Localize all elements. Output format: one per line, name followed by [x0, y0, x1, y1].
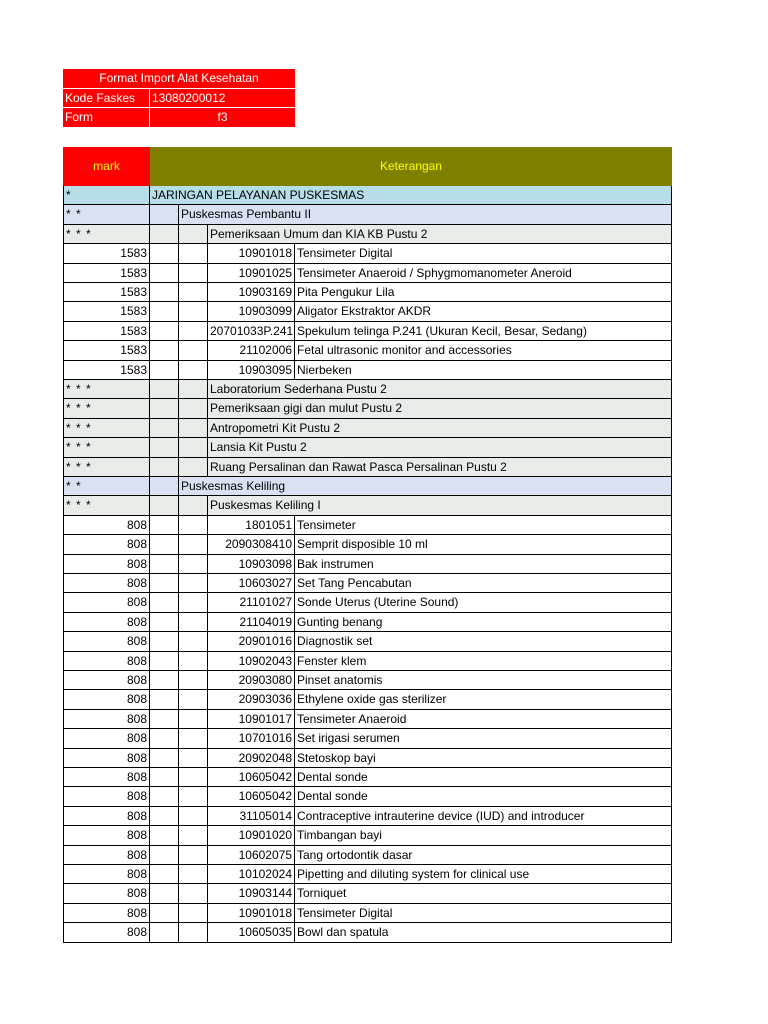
table-row — [63, 593, 672, 612]
table-row — [63, 768, 672, 787]
table-row — [63, 264, 672, 283]
indent-cell — [179, 264, 208, 283]
table-row — [63, 846, 672, 865]
item-code: 1801051 — [208, 516, 295, 535]
indent-cell — [150, 632, 179, 651]
item-code: 10901018 — [208, 244, 295, 263]
table-row — [63, 865, 672, 884]
item-code: 20901016 — [208, 632, 295, 651]
table-row — [63, 749, 672, 768]
table-row — [63, 244, 672, 263]
kode-faskes-label: Kode Faskes — [63, 89, 150, 108]
indent-cell — [150, 865, 179, 884]
item-name: Dental sonde — [295, 768, 672, 787]
item-text: Ruang Persalinan dan Rawat Pasca Persalinan Pustu 2 — [208, 458, 672, 477]
mark-cell: 808 — [63, 768, 150, 787]
indent-cell — [150, 846, 179, 865]
mark-cell: 808 — [63, 865, 150, 884]
table-row — [63, 283, 672, 302]
table-row — [63, 826, 672, 845]
item-code: 31105014 — [208, 807, 295, 826]
indent-cell — [179, 749, 208, 768]
section-row — [63, 399, 672, 418]
indent-cell — [150, 884, 179, 903]
item-code: 10903098 — [208, 555, 295, 574]
mark-cell: * — [63, 186, 150, 205]
indent-cell — [179, 652, 208, 671]
indent-cell — [150, 516, 179, 535]
indent-cell — [179, 516, 208, 535]
indent-cell — [179, 807, 208, 826]
item-code: 10605035 — [208, 923, 295, 942]
item-name: Tensimeter Digital — [295, 244, 672, 263]
indent-cell — [150, 477, 179, 496]
section-row — [63, 438, 672, 457]
table-row — [63, 632, 672, 651]
item-code: 21101027 — [208, 593, 295, 612]
item-name: Pita Pengukur Lila — [295, 283, 672, 302]
section-row — [63, 205, 672, 224]
item-text: Antropometri Kit Pustu 2 — [208, 419, 672, 438]
indent-cell — [150, 690, 179, 709]
item-name: Pipetting and diluting system for clinical use — [295, 865, 672, 884]
item-text: Puskesmas Keliling — [179, 477, 672, 496]
indent-cell — [179, 768, 208, 787]
item-code: 10605042 — [208, 768, 295, 787]
section-row — [63, 186, 672, 205]
mark-cell: 808 — [63, 904, 150, 923]
table-row — [63, 516, 672, 535]
mark-cell: 1583 — [63, 361, 150, 380]
mark-cell: 808 — [63, 807, 150, 826]
table-row — [63, 671, 672, 690]
item-text: Laboratorium Sederhana Pustu 2 — [208, 380, 672, 399]
indent-cell — [150, 438, 179, 457]
section-row — [63, 225, 672, 244]
mark-cell: * * * — [63, 458, 150, 477]
item-code: 21104019 — [208, 613, 295, 632]
indent-cell — [150, 671, 179, 690]
item-text: Puskesmas Keliling I — [208, 496, 672, 515]
indent-cell — [150, 555, 179, 574]
section-row — [63, 380, 672, 399]
indent-cell — [179, 438, 208, 457]
indent-cell — [150, 710, 179, 729]
item-code: 10902043 — [208, 652, 295, 671]
indent-cell — [179, 341, 208, 360]
mark-cell: * * — [63, 477, 150, 496]
item-name: Tensimeter Digital — [295, 904, 672, 923]
item-code: 10602075 — [208, 846, 295, 865]
format-title: Format Import Alat Kesehatan — [63, 69, 295, 89]
indent-cell — [179, 496, 208, 515]
section-row — [63, 477, 672, 496]
item-name: Set Tang Pencabutan — [295, 574, 672, 593]
mark-cell: * * — [63, 205, 150, 224]
mark-cell: * * * — [63, 380, 150, 399]
indent-cell — [179, 399, 208, 418]
item-code: 20701033P.241 — [208, 322, 295, 341]
mark-cell: 808 — [63, 846, 150, 865]
indent-cell — [179, 632, 208, 651]
indent-cell — [150, 807, 179, 826]
indent-cell — [150, 749, 179, 768]
indent-cell — [150, 380, 179, 399]
indent-cell — [179, 710, 208, 729]
mark-cell: 1583 — [63, 341, 150, 360]
item-code: 10901025 — [208, 264, 295, 283]
mark-cell: 808 — [63, 516, 150, 535]
item-code: 21102006 — [208, 341, 295, 360]
indent-cell — [179, 865, 208, 884]
item-code: 10701016 — [208, 729, 295, 748]
item-name: Bak instrumen — [295, 555, 672, 574]
item-name: Ethylene oxide gas sterilizer — [295, 690, 672, 709]
mark-cell: 808 — [63, 826, 150, 845]
indent-cell — [150, 264, 179, 283]
indent-cell — [150, 652, 179, 671]
mark-column-header: mark — [63, 147, 150, 186]
mark-cell: 808 — [63, 555, 150, 574]
form-value: f3 — [150, 108, 295, 127]
item-name: Fenster klem — [295, 652, 672, 671]
section-row — [63, 419, 672, 438]
indent-cell — [150, 419, 179, 438]
item-code: 20903080 — [208, 671, 295, 690]
item-code: 10903144 — [208, 884, 295, 903]
indent-cell — [179, 574, 208, 593]
mark-cell: 808 — [63, 710, 150, 729]
item-name: Dental sonde — [295, 787, 672, 806]
table-row — [63, 535, 672, 554]
mark-cell: 1583 — [63, 322, 150, 341]
indent-cell — [179, 458, 208, 477]
indent-cell — [150, 574, 179, 593]
item-name: Gunting benang — [295, 613, 672, 632]
mark-cell: * * * — [63, 399, 150, 418]
mark-cell: 808 — [63, 729, 150, 748]
indent-cell — [150, 826, 179, 845]
mark-cell: 808 — [63, 923, 150, 942]
item-code: 10903169 — [208, 283, 295, 302]
table-row — [63, 652, 672, 671]
indent-cell — [179, 322, 208, 341]
indent-cell — [179, 613, 208, 632]
table-row — [63, 710, 672, 729]
item-code: 10901017 — [208, 710, 295, 729]
item-name: Aligator Ekstraktor AKDR — [295, 302, 672, 321]
indent-cell — [150, 283, 179, 302]
item-name: Tang ortodontik dasar — [295, 846, 672, 865]
indent-cell — [150, 244, 179, 263]
table-row — [63, 302, 672, 321]
mark-cell: 808 — [63, 593, 150, 612]
mark-cell: 808 — [63, 613, 150, 632]
mark-cell: 808 — [63, 884, 150, 903]
item-text: Puskesmas Pembantu II — [179, 205, 672, 224]
table-row — [63, 923, 672, 942]
mark-cell: 808 — [63, 535, 150, 554]
item-text: Pemeriksaan gigi dan mulut Pustu 2 — [208, 399, 672, 418]
indent-cell — [179, 302, 208, 321]
mark-cell: * * * — [63, 419, 150, 438]
table-row — [63, 574, 672, 593]
form-label: Form — [63, 108, 150, 127]
mark-cell: 808 — [63, 652, 150, 671]
mark-cell: 808 — [63, 574, 150, 593]
indent-cell — [150, 205, 179, 224]
indent-cell — [150, 496, 179, 515]
section-row — [63, 458, 672, 477]
table-row — [63, 729, 672, 748]
item-name: Tensimeter Anaeroid — [295, 710, 672, 729]
mark-cell: 1583 — [63, 302, 150, 321]
indent-cell — [150, 593, 179, 612]
table-row — [63, 787, 672, 806]
table-row — [63, 884, 672, 903]
item-code: 10903099 — [208, 302, 295, 321]
item-name: Torniquet — [295, 884, 672, 903]
item-code: 10903095 — [208, 361, 295, 380]
indent-cell — [150, 729, 179, 748]
item-name: Bowl dan spatula — [295, 923, 672, 942]
mark-cell: 808 — [63, 671, 150, 690]
item-name: Tensimeter — [295, 516, 672, 535]
indent-cell — [179, 419, 208, 438]
mark-cell: 808 — [63, 690, 150, 709]
indent-cell — [150, 535, 179, 554]
indent-cell — [179, 904, 208, 923]
item-code: 10102024 — [208, 865, 295, 884]
item-name: Timbangan bayi — [295, 826, 672, 845]
item-name: Nierbeken — [295, 361, 672, 380]
mark-cell: * * * — [63, 496, 150, 515]
indent-cell — [179, 244, 208, 263]
indent-cell — [150, 923, 179, 942]
item-text: Pemeriksaan Umum dan KIA KB Pustu 2 — [208, 225, 672, 244]
indent-cell — [179, 380, 208, 399]
mark-cell: 808 — [63, 749, 150, 768]
item-text: Lansia Kit Pustu 2 — [208, 438, 672, 457]
indent-cell — [179, 846, 208, 865]
indent-cell — [179, 593, 208, 612]
indent-cell — [150, 768, 179, 787]
item-name: Spekulum telinga P.241 (Ukuran Kecil, Besar, Sedang) — [295, 322, 672, 341]
mark-cell: 808 — [63, 787, 150, 806]
item-name: Diagnostik set — [295, 632, 672, 651]
item-name: Set irigasi serumen — [295, 729, 672, 748]
item-name: Fetal ultrasonic monitor and accessories — [295, 341, 672, 360]
table-row — [63, 904, 672, 923]
indent-cell — [179, 690, 208, 709]
mark-cell: * * * — [63, 225, 150, 244]
item-name: Stetoskop bayi — [295, 749, 672, 768]
kode-faskes-value: 13080200012 — [150, 89, 295, 108]
item-name: Sonde Uterus (Uterine Sound) — [295, 593, 672, 612]
indent-cell — [150, 225, 179, 244]
item-code: 2090308410 — [208, 535, 295, 554]
item-name: Pinset anatomis — [295, 671, 672, 690]
item-name: Contraceptive intrauterine device (IUD) and introducer — [295, 807, 672, 826]
indent-cell — [179, 283, 208, 302]
mark-cell: 808 — [63, 632, 150, 651]
item-code: 10901018 — [208, 904, 295, 923]
table-row — [63, 555, 672, 574]
indent-cell — [179, 671, 208, 690]
item-code: 10605042 — [208, 787, 295, 806]
indent-cell — [179, 535, 208, 554]
mark-cell: * * * — [63, 438, 150, 457]
indent-cell — [179, 826, 208, 845]
indent-cell — [179, 361, 208, 380]
indent-cell — [179, 787, 208, 806]
item-name: Tensimeter Anaeroid / Sphygmomanometer Aneroid — [295, 264, 672, 283]
indent-cell — [150, 787, 179, 806]
indent-cell — [150, 613, 179, 632]
indent-cell — [150, 341, 179, 360]
indent-cell — [150, 361, 179, 380]
item-code: 10901020 — [208, 826, 295, 845]
indent-cell — [179, 225, 208, 244]
indent-cell — [150, 322, 179, 341]
table-row — [63, 341, 672, 360]
indent-cell — [179, 729, 208, 748]
table-row — [63, 322, 672, 341]
table-row — [63, 613, 672, 632]
mark-cell: 1583 — [63, 264, 150, 283]
keterangan-column-header: Keterangan — [150, 147, 672, 186]
mark-cell: 1583 — [63, 244, 150, 263]
indent-cell — [150, 399, 179, 418]
indent-cell — [179, 923, 208, 942]
indent-cell — [179, 555, 208, 574]
table-row — [63, 361, 672, 380]
item-name: Semprit disposible 10 ml — [295, 535, 672, 554]
item-code: 20902048 — [208, 749, 295, 768]
indent-cell — [150, 904, 179, 923]
item-code: 20903036 — [208, 690, 295, 709]
item-code: 10603027 — [208, 574, 295, 593]
section-row — [63, 496, 672, 515]
item-text: JARINGAN PELAYANAN PUSKESMAS — [150, 186, 672, 205]
table-row — [63, 690, 672, 709]
indent-cell — [150, 302, 179, 321]
indent-cell — [179, 884, 208, 903]
indent-cell — [150, 458, 179, 477]
mark-cell: 1583 — [63, 283, 150, 302]
table-row — [63, 807, 672, 826]
